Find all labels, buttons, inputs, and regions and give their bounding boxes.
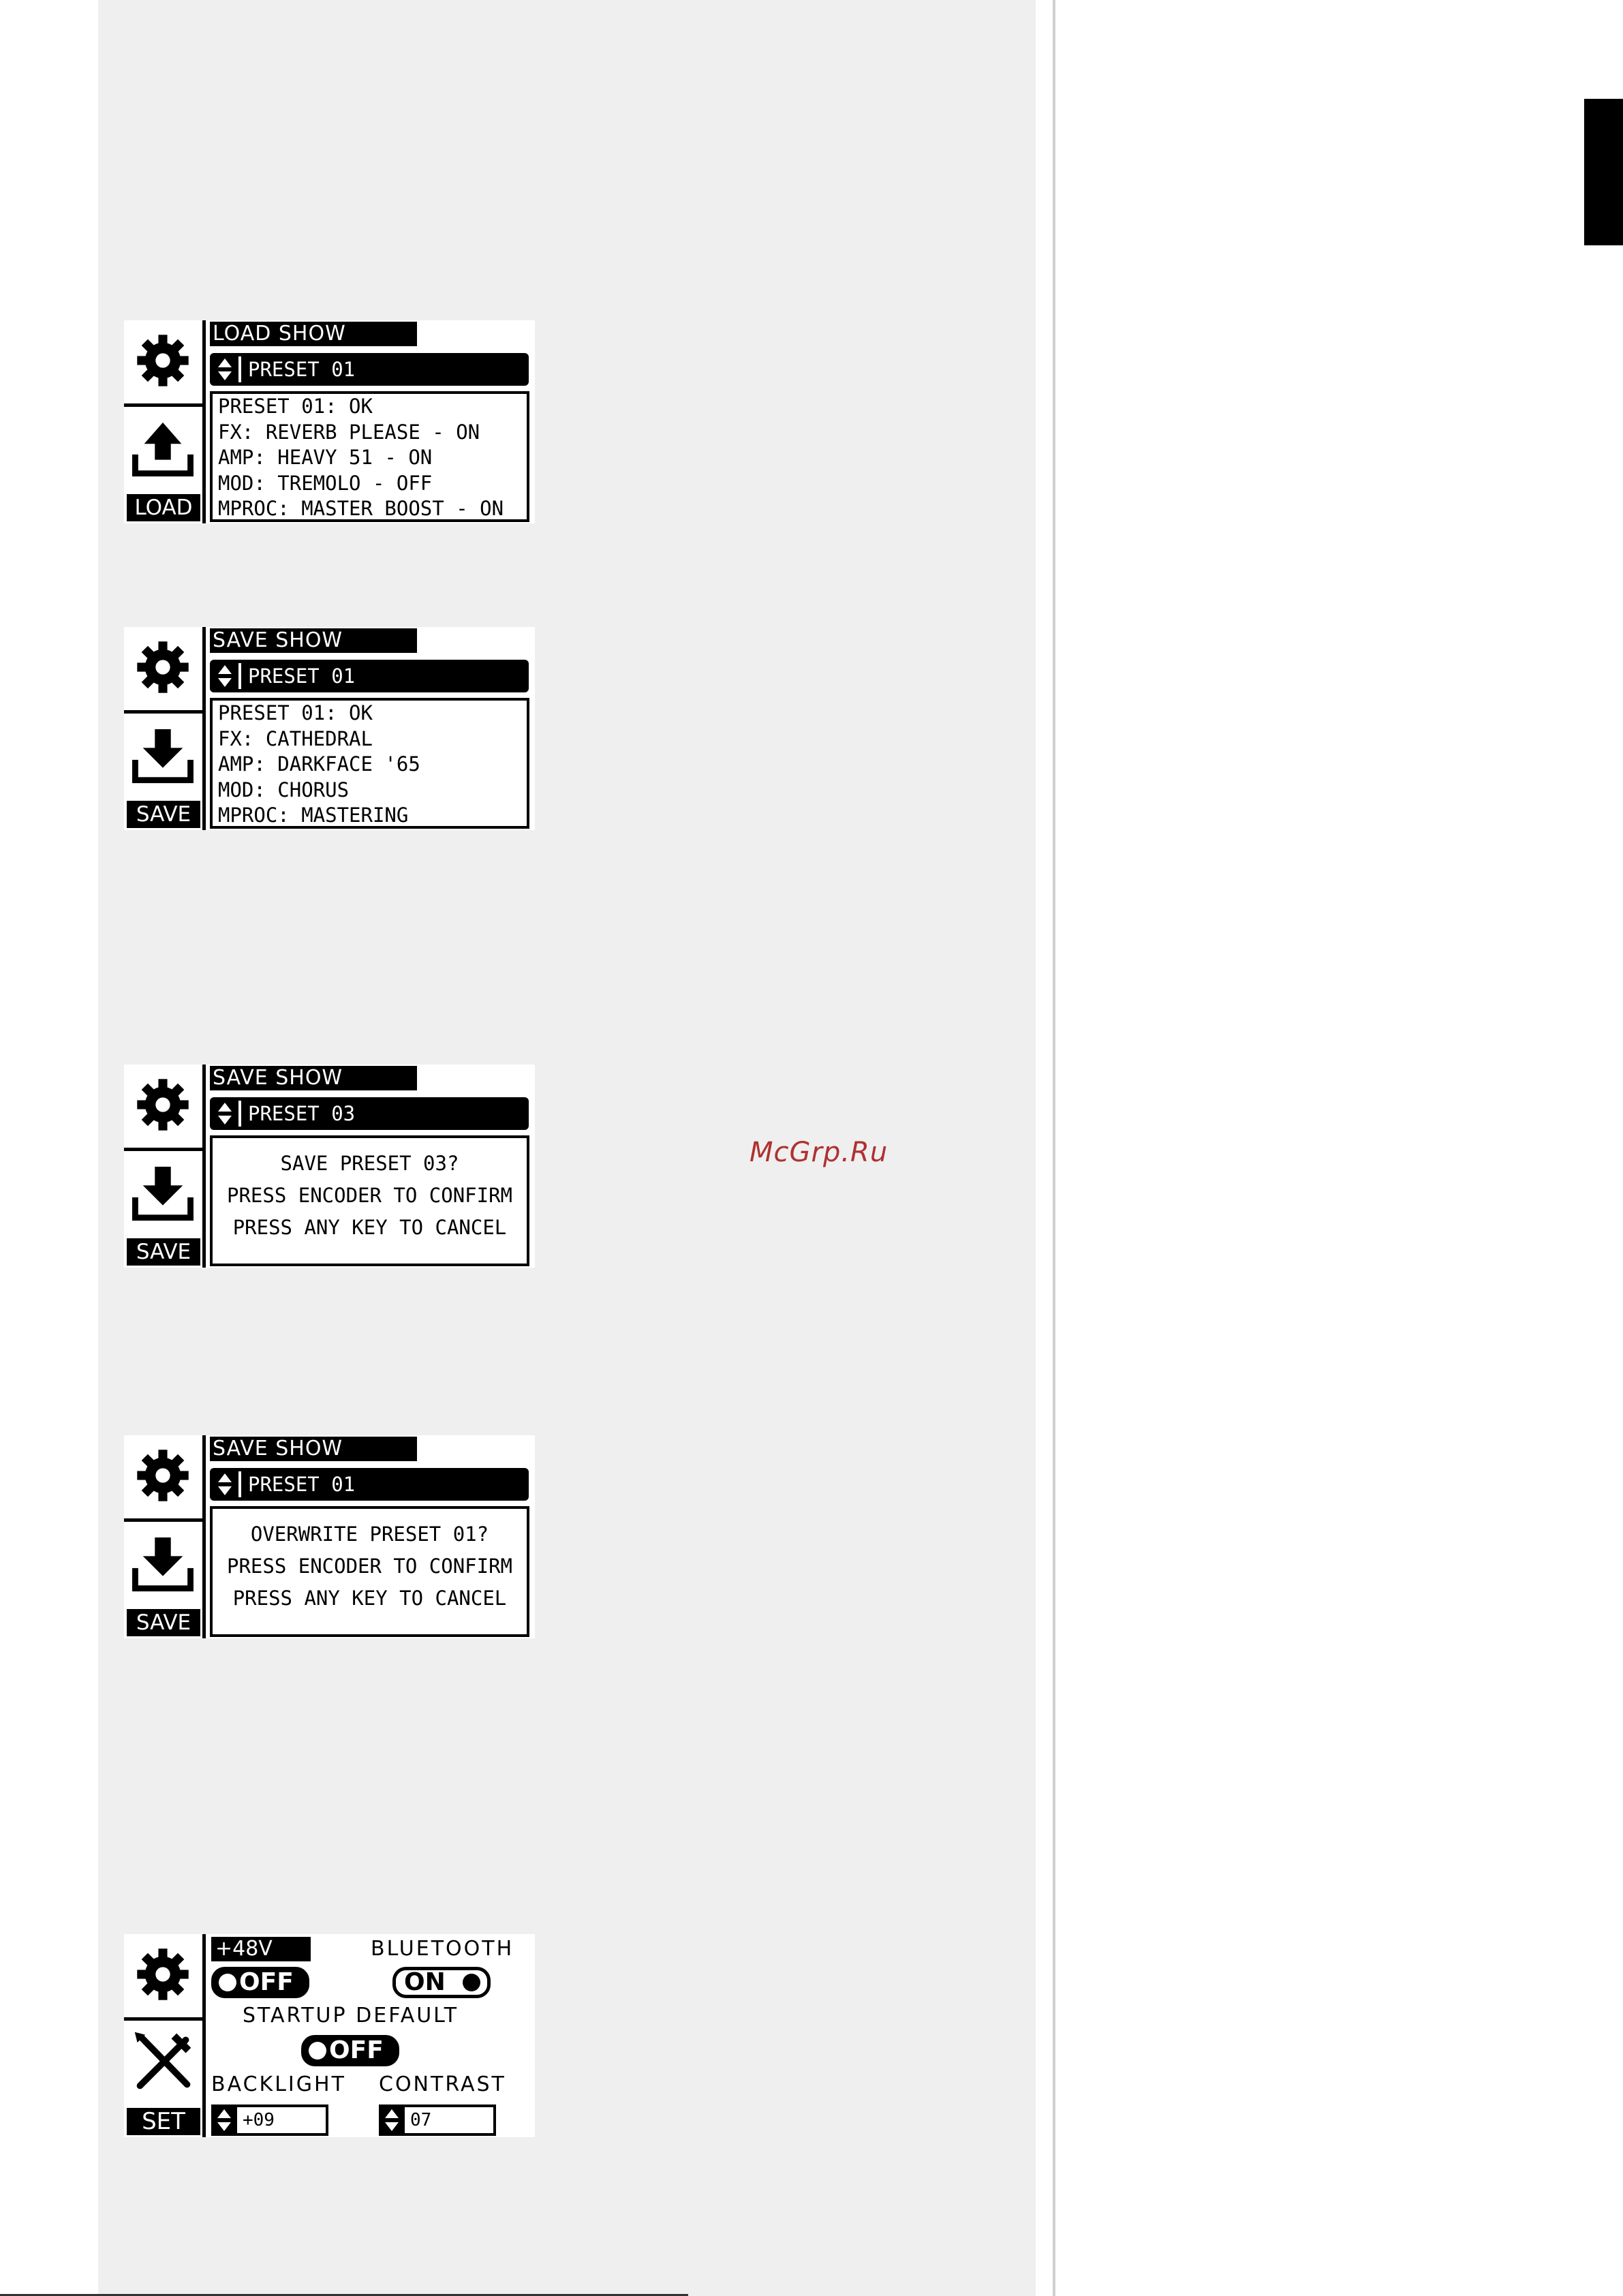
phantom-power-toggle[interactable] (211, 1967, 309, 1998)
lcd-overwrite-confirm (124, 1435, 535, 1638)
gear-icon (135, 1946, 191, 2002)
preset-name: PRESET 03 (248, 1102, 356, 1125)
gear-icon (135, 639, 191, 695)
preset-selector[interactable] (210, 353, 529, 386)
info-line: FX: CATHEDRAL (218, 726, 373, 750)
contrast-stepper[interactable] (379, 2104, 496, 2136)
startup-default-toggle[interactable] (301, 2035, 399, 2066)
info-line: MPROC: MASTER BOOST - ON (218, 497, 504, 520)
lcd-settings (124, 1934, 535, 2137)
lcd-sidebar (124, 1065, 202, 1268)
backlight-stepper[interactable] (211, 2104, 328, 2136)
lcd-sidebar (124, 320, 202, 523)
download-icon (129, 1165, 196, 1224)
cancel-instruction: PRESS ANY KEY TO CANCEL (232, 1216, 507, 1239)
info-line: MPROC: MASTERING (218, 803, 409, 827)
section-tab-marker (1584, 99, 1623, 245)
save-button[interactable]: SAVE (127, 1238, 200, 1266)
confirm-dialog (210, 1135, 529, 1266)
lcd-save-confirm (124, 1065, 535, 1268)
watermark: McGrp.Ru (749, 1137, 888, 1168)
info-line: PRESET 01: OK (218, 395, 373, 418)
confirm-question: SAVE PRESET 03? (280, 1152, 459, 1175)
up-down-arrows-icon (384, 2108, 400, 2132)
preset-name: PRESET 01 (248, 664, 356, 688)
gear-icon (135, 1448, 191, 1503)
confirm-instruction: PRESS ENCODER TO CONFIRM (226, 1555, 513, 1578)
info-line: MOD: TREMOLO - OFF (218, 471, 433, 495)
info-line: FX: REVERB PLEASE - ON (218, 420, 480, 444)
set-button[interactable]: SET (127, 2108, 200, 2135)
lcd-load-show (124, 320, 535, 523)
download-icon (129, 728, 196, 786)
bluetooth-toggle[interactable] (392, 1967, 491, 1998)
mode-title: SAVE SHOW (210, 628, 417, 653)
info-line: AMP: HEAVY 51 - ON (218, 446, 433, 469)
lcd-save-show (124, 627, 535, 830)
load-button[interactable]: LOAD (127, 494, 200, 521)
toggle-state: OFF (239, 1968, 294, 1996)
column-divider (1053, 0, 1055, 2296)
lcd-sidebar (124, 627, 202, 830)
mode-title: SAVE SHOW (210, 1437, 417, 1461)
lcd-sidebar (124, 1934, 202, 2137)
bluetooth-label: BLUETOOTH (371, 1937, 514, 1961)
download-icon (129, 1536, 196, 1595)
up-down-arrows-icon (217, 664, 233, 688)
gear-icon (135, 333, 191, 388)
confirm-question: OVERWRITE PRESET 01? (250, 1522, 489, 1546)
preset-info-box (210, 698, 529, 829)
lcd-sidebar (124, 1435, 202, 1638)
gear-icon (135, 1077, 191, 1133)
save-button[interactable]: SAVE (127, 1609, 200, 1636)
info-line: MOD: CHORUS (218, 778, 350, 801)
toggle-state: ON (404, 1968, 446, 1996)
info-line: AMP: DARKFACE '65 (218, 752, 420, 776)
startup-default-label: STARTUP DEFAULT (243, 2004, 459, 2027)
confirm-dialog (210, 1506, 529, 1637)
mode-title: SAVE SHOW (210, 1066, 417, 1090)
cancel-instruction: PRESS ANY KEY TO CANCEL (232, 1587, 507, 1610)
up-down-arrows-icon (217, 357, 233, 382)
up-down-arrows-icon (217, 1472, 233, 1497)
phantom-power-label: +48V (211, 1937, 311, 1961)
preset-info-box (210, 391, 529, 522)
preset-name: PRESET 01 (248, 1473, 356, 1496)
backlight-label: BACKLIGHT (211, 2072, 346, 2096)
save-button[interactable]: SAVE (127, 801, 200, 828)
contrast-value: 07 (405, 2104, 496, 2136)
preset-selector[interactable] (210, 1468, 529, 1501)
upload-icon (129, 421, 196, 480)
tools-icon (131, 2027, 196, 2095)
toggle-state: OFF (329, 2036, 384, 2064)
mode-title: LOAD SHOW (210, 322, 417, 346)
preset-selector[interactable] (210, 660, 529, 692)
preset-selector[interactable] (210, 1097, 529, 1130)
up-down-arrows-icon (217, 1101, 233, 1126)
confirm-instruction: PRESS ENCODER TO CONFIRM (226, 1184, 513, 1207)
preset-name: PRESET 01 (248, 358, 356, 381)
contrast-label: CONTRAST (379, 2072, 506, 2096)
backlight-value: +09 (237, 2104, 328, 2136)
info-line: PRESET 01: OK (218, 701, 373, 724)
up-down-arrows-icon (216, 2108, 232, 2132)
